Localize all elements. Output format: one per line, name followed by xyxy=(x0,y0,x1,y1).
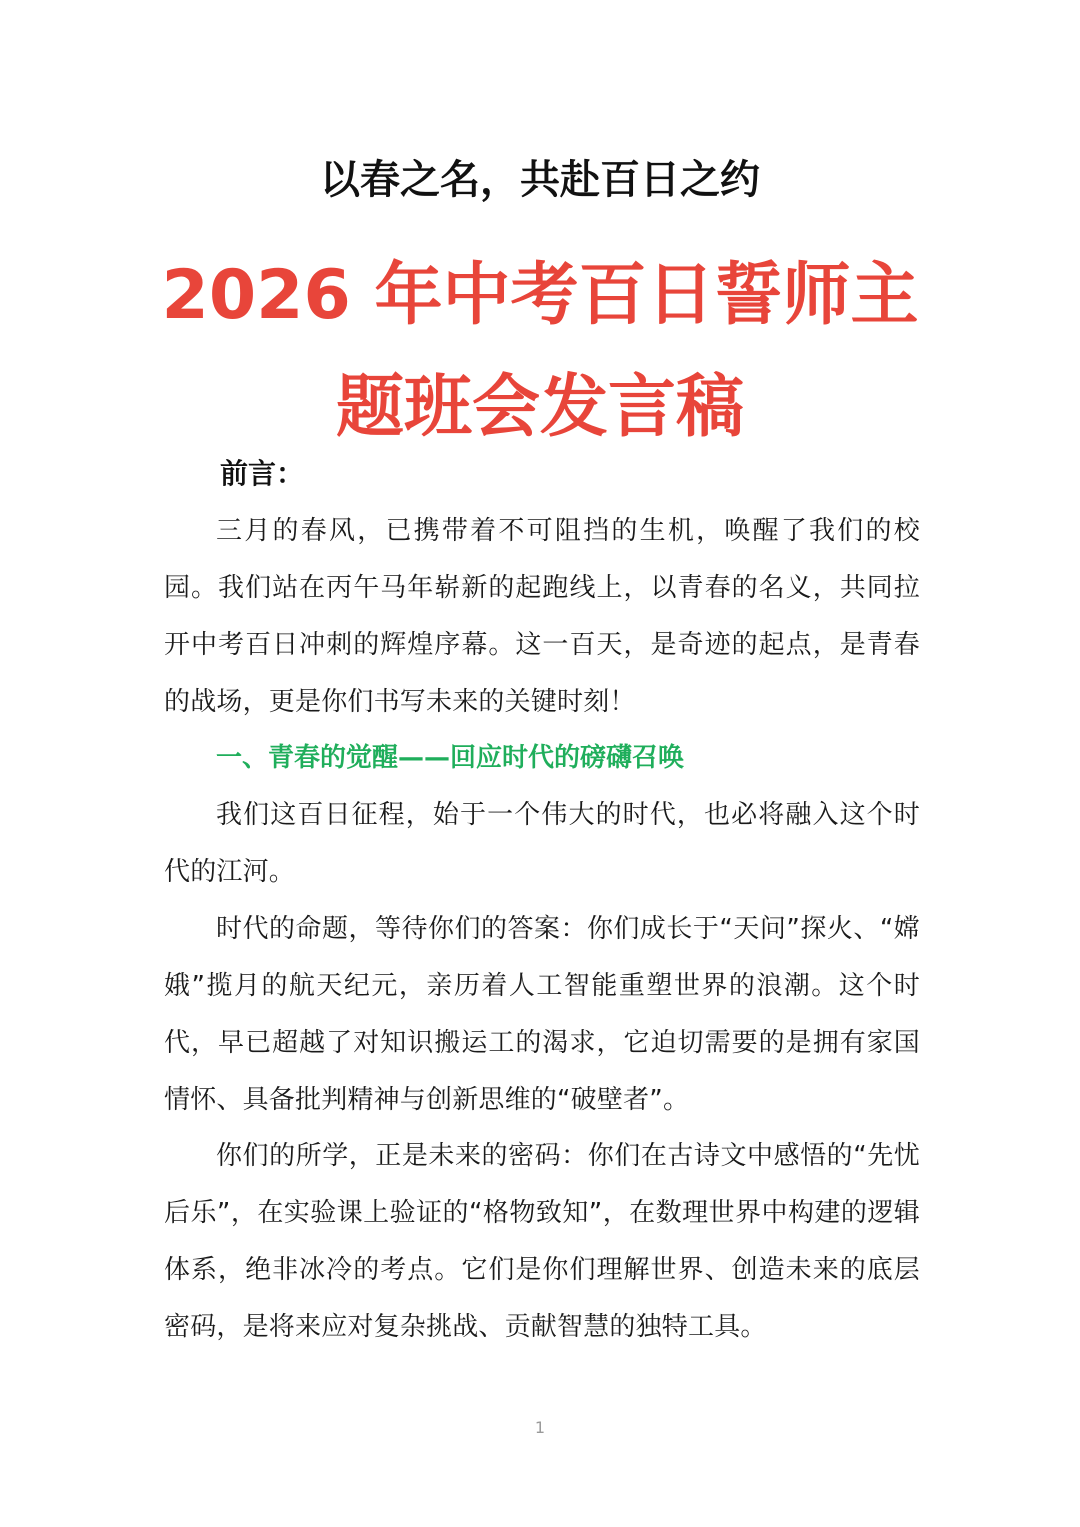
preface-heading: 前言： xyxy=(220,457,305,490)
paragraph-era-journey: 我们这百日征程，始于一个伟大的时代，也必将融入这个时代的江河。 xyxy=(164,800,920,887)
document-title: 2026 年中考百日誓师主题班会发言稿 xyxy=(161,256,919,447)
paragraph-era-question: 时代的命题，等待你们的答案：你们成长于“天问”探火、“嫦娥”揽月的航天纪元，亲历着人工智能重塑世界的浪潮。这个时代，早已超越了对知识搬运工的渴求，它迫切需要的是拥有家国情怀、具备批判精神与创新思维的“破壁者”。 xyxy=(164,914,920,1115)
page-number: 1 xyxy=(534,1418,546,1437)
document-subtitle: 以春之名，共赴百日之约 xyxy=(320,157,760,203)
paragraph-preface: 三月的春风，已携带着不可阻挡的生机，唤醒了我们的校园。我们站在丙午马年崭新的起跑线上，以青春的名义，共同拉开中考百日冲刺的辉煌序幕。这一百天，是奇迹的起点，是青春的战场，更是你们书写未来的关键时刻！ xyxy=(164,516,920,717)
section-heading: 一、青春的觉醒——回应时代的磅礴召唤 xyxy=(216,743,685,773)
paragraph-future-code: 你们的所学，正是未来的密码：你们在古诗文中感悟的“先忧后乐”，在实验课上验证的“格物致知”，在数理世界中构建的逻辑体系，绝非冰冷的考点。它们是你们理解世界、创造未来的底层密码，是将来应对复杂挑战、贡献智慧的独特工具。 xyxy=(164,1141,920,1342)
